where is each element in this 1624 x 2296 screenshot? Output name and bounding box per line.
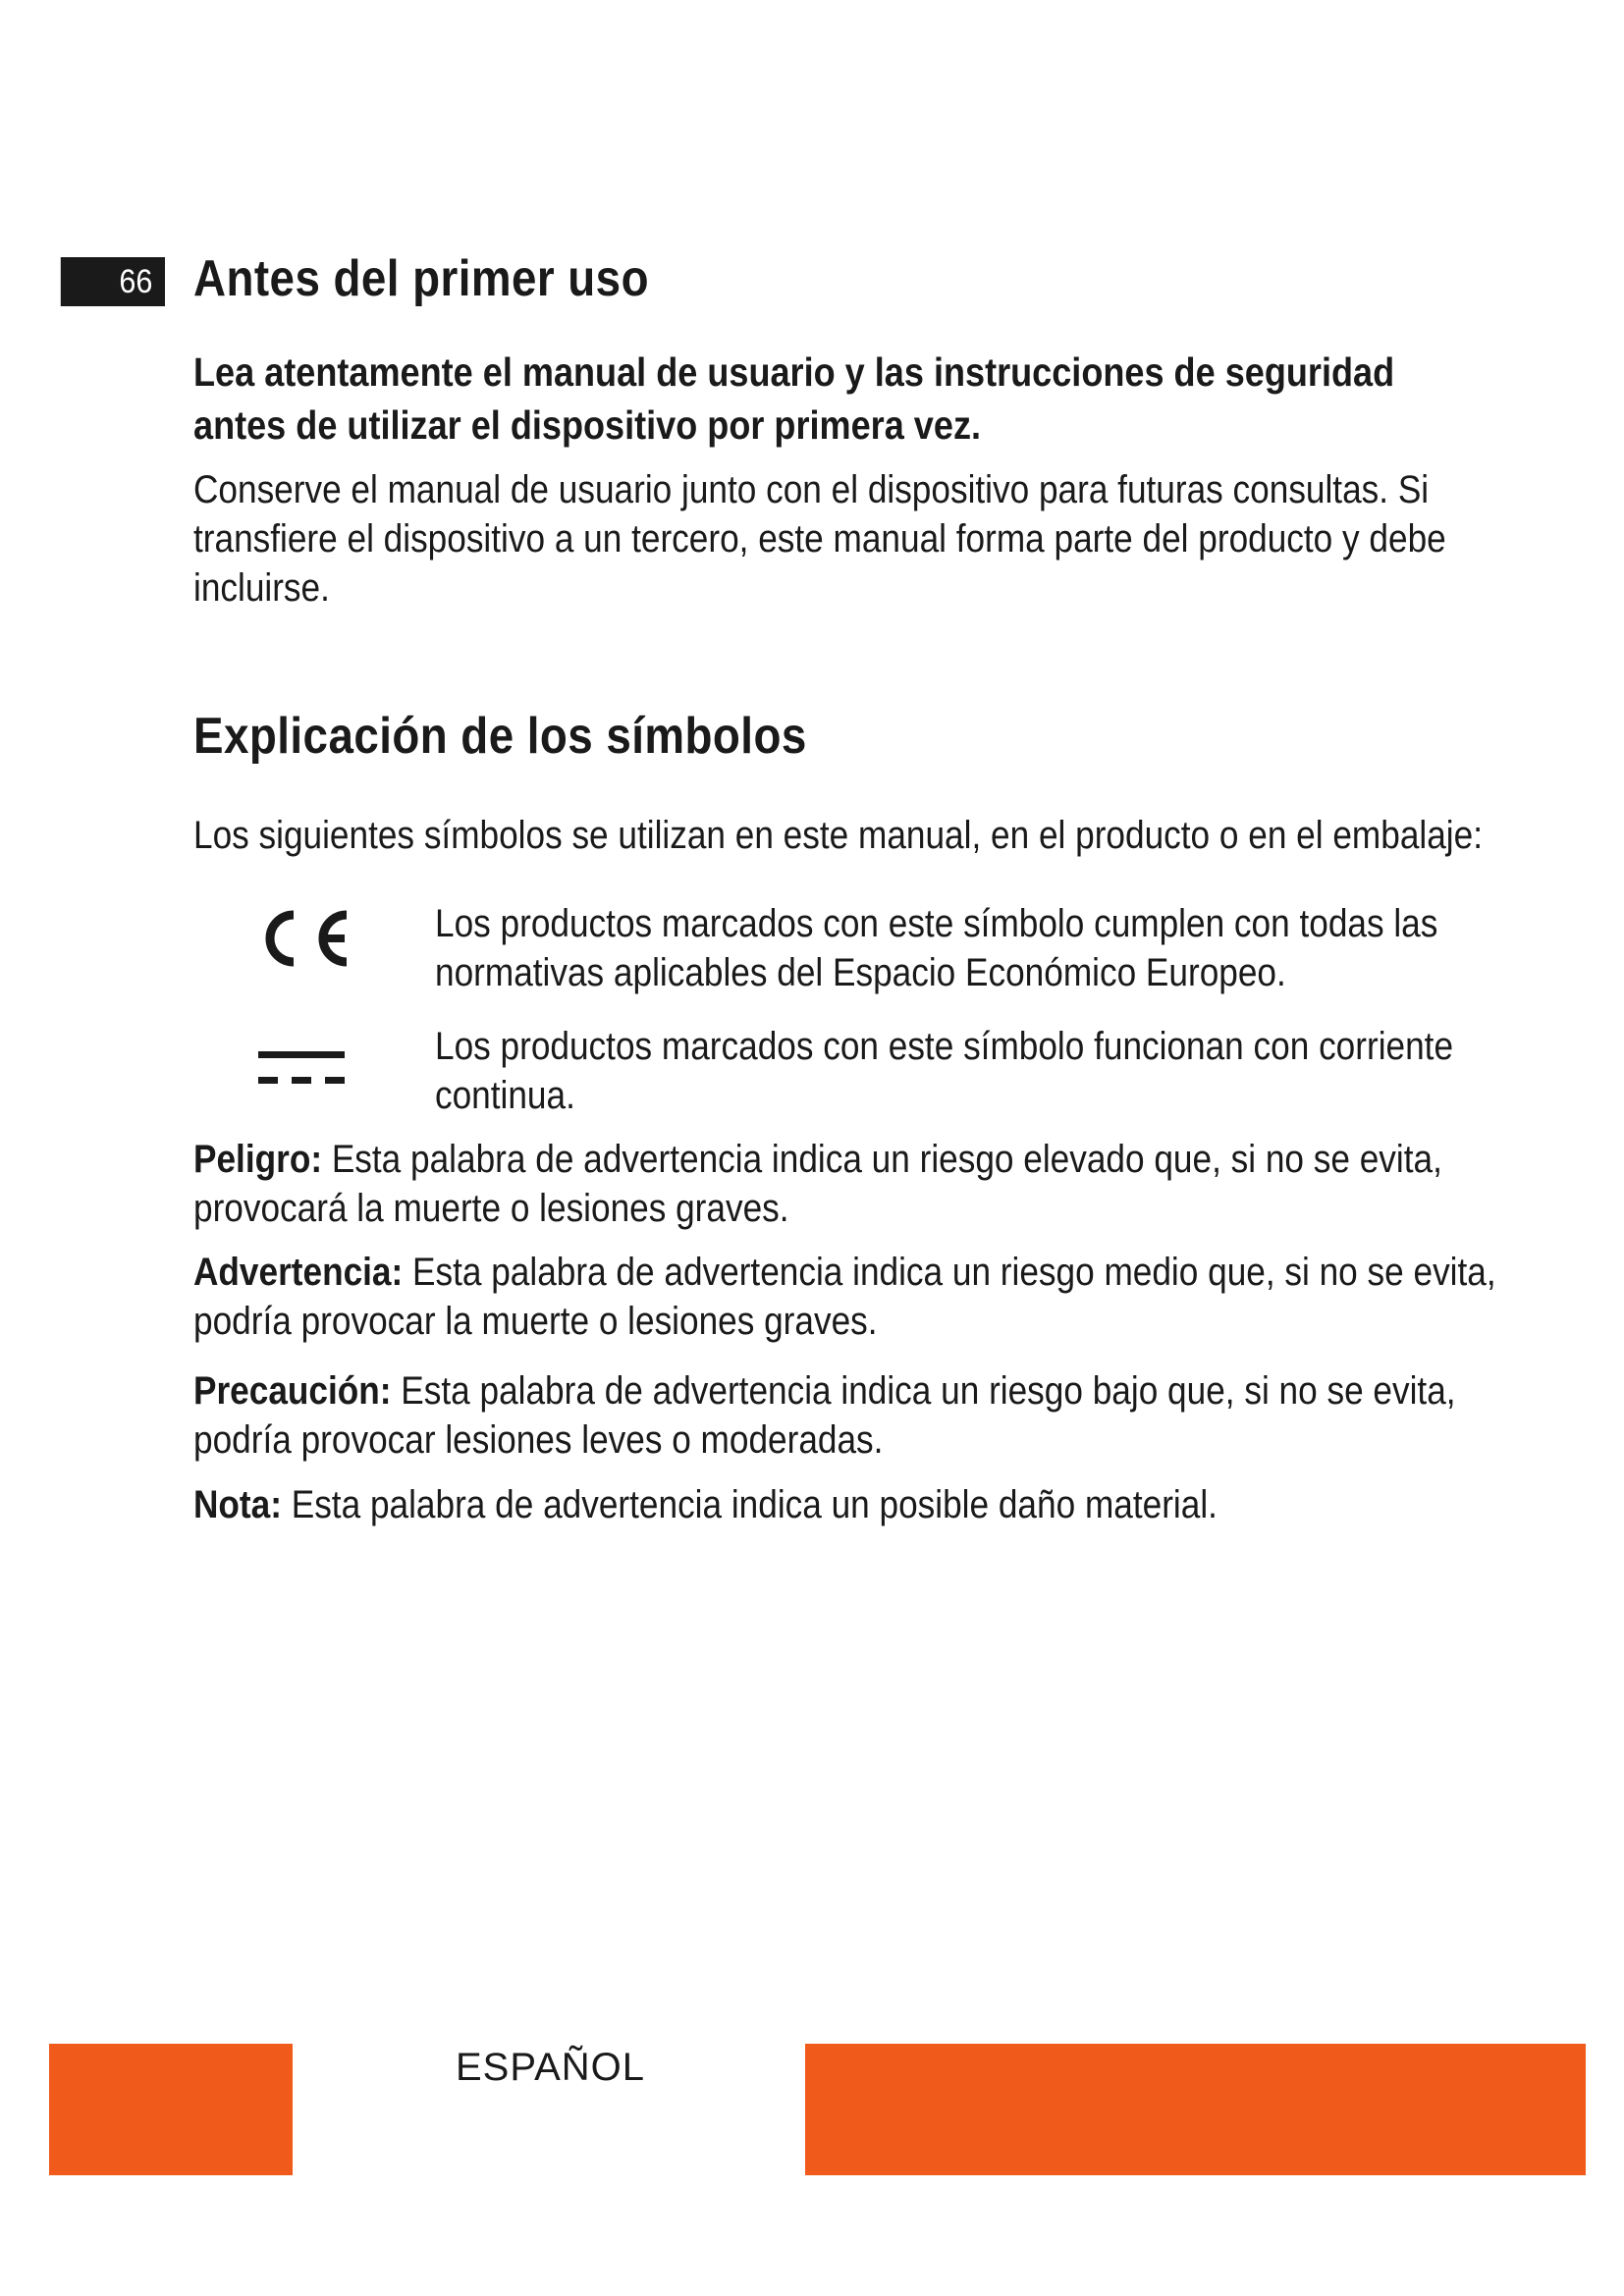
warning-caution	[193, 1366, 1509, 1465]
lead-paragraph	[193, 346, 1509, 452]
warning-note-term: Nota:	[193, 1483, 282, 1526]
warning-note	[193, 1480, 1509, 1529]
retain-manual-paragraph	[193, 465, 1509, 613]
footer-accent-bar-right	[805, 2044, 1586, 2175]
body-line-1: Conserve el manual de usuario junto con el dispositivo para futuras consultas. Si	[193, 468, 1430, 511]
symbol-ce-line-1: Los productos marcados con este símbolo cumplen con todas las	[435, 902, 1438, 945]
body-line-2: transfiere el dispositivo a un tercero, este manual forma parte del producto y debe	[193, 517, 1446, 561]
warning-warning-term: Advertencia:	[193, 1251, 404, 1294]
lead-line-2: antes de utilizar el dispositivo por primera vez.	[193, 402, 982, 448]
warning-note-line-1: Esta palabra de advertencia indica un posible daño material.	[281, 1483, 1218, 1526]
warning-caution-line-2: podría provocar lesiones leves o moderadas.	[193, 1418, 884, 1462]
warning-danger-term: Peligro:	[193, 1138, 323, 1181]
lead-line-1: Lea atentamente el manual de usuario y las instrucciones de seguridad	[193, 349, 1395, 395]
warning-warning	[193, 1248, 1509, 1346]
symbol-dc-description	[435, 1022, 1515, 1120]
warning-danger	[193, 1135, 1509, 1233]
symbol-ce-line-2: normativas aplicables del Espacio Económico Europeo.	[435, 951, 1286, 994]
warning-warning-line-2: podría provocar la muerte o lesiones graves.	[193, 1300, 878, 1343]
symbol-dc-line-1: Los productos marcados con este símbolo funcionan con corriente	[435, 1025, 1454, 1068]
page-number: 66	[61, 257, 165, 306]
footer-language-label: ESPAÑOL	[456, 2046, 645, 2089]
symbol-ce-description	[435, 899, 1515, 997]
section-title-symbols: Explicación de los símbolos	[193, 708, 807, 765]
ce-mark-icon	[252, 899, 351, 978]
footer-accent-bar-left	[49, 2044, 293, 2175]
warning-danger-line-1: Esta palabra de advertencia indica un riesgo elevado que, si no se evita,	[322, 1138, 1442, 1181]
body-line-3: incluirse.	[193, 566, 330, 610]
warning-caution-line-1: Esta palabra de advertencia indica un riesgo bajo que, si no se evita,	[391, 1369, 1456, 1413]
warning-warning-line-1: Esta palabra de advertencia indica un riesgo medio que, si no se evita,	[403, 1251, 1496, 1294]
symbols-intro: Los siguientes símbolos se utilizan en este manual, en el producto o en el embalaje:	[193, 814, 1483, 857]
direct-current-icon	[252, 1036, 351, 1114]
warning-danger-line-2: provocará la muerte o lesiones graves.	[193, 1187, 789, 1230]
symbol-dc-line-2: continua.	[435, 1074, 575, 1117]
section-title-first-use: Antes del primer uso	[193, 250, 649, 307]
warning-caution-term: Precaución:	[193, 1369, 392, 1413]
